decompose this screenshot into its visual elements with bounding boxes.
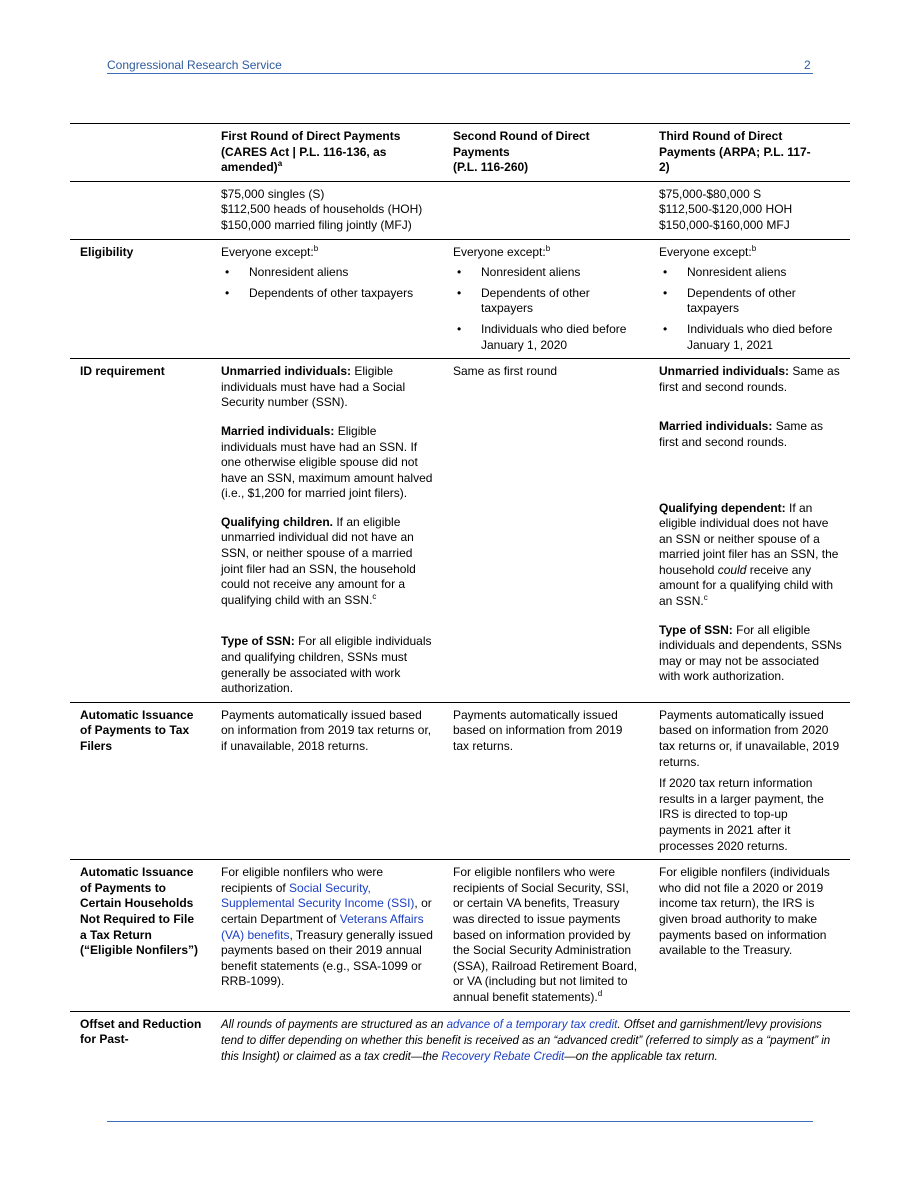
id-requirement-third-round: Unmarried individuals: Same as first and second rounds. Married individuals: Same as first and second rounds. Qualifying dependent: If an eligible individual does not have an SSN or neither spouse of a married joint filer has an SSN, the household could receive any amount for a qualifying child with an SSN.$^c$ Type of SSN: For all eligible individuals and dependents, SSNs may or may not be associated with work authorization. [649, 359, 850, 703]
offset-note: All rounds of payments are structured as an advance of a temporary tax credit. Offset and garnishment/levy provisions tend to differ depending on whether this benefit is received as an “advanced credit” (referred to simply as a “payment” in this Insight) or claimed as a tax credit—the Recovery Rebate Credit—on the applicable tax return. [221, 1018, 831, 1063]
threshold-third-round: $75,000-$80,000 S $112,500-$120,000 HOH $150,000-$160,000 MFJ [649, 181, 850, 239]
direct-payments-table [70, 123, 850, 1070]
auto-nonfilers-third-round: For eligible nonfilers (individuals who did not file a 2020 or 2019 income tax return), the IRS is given broad authority to make payments based on information available to the Treasury. [649, 860, 850, 1011]
link-advance-tax-credit[interactable]: advance of a temporary tax credit [446, 1018, 618, 1031]
auto-filers-first-round: Payments automatically issued based on information from 2019 tax returns or, if unavailable, 2018 returns. [211, 702, 443, 859]
col-header-second-round: Second Round of Direct Payments (P.L. 116-260) [443, 124, 649, 182]
empty-corner-cell [70, 124, 211, 182]
auto-filers-second-round: Payments automatically issued based on information from 2019 tax returns. [443, 702, 649, 859]
row-label-auto-nonfilers: Automatic Issuance of Payments to Certain Households Not Required to File a Tax Return (“Eligible Nonfilers”) [70, 860, 211, 1011]
row-label-id-requirement: ID requirement [70, 359, 211, 703]
page-number: 2 [804, 58, 811, 72]
auto-issuance-nonfilers-row [70, 860, 850, 1011]
auto-nonfilers-first-round: For eligible nonfilers who were recipients of Social Security, Supplemental Security Income (SSI), or certain Department of Veterans Affairs (VA) benefits, Treasury generally issued payments based on their 2019 annual benefit statements (e.g., SSA-1099 or RRB-1099). [211, 860, 443, 1011]
list-item: • Individuals who died before January 1, 2021 [659, 322, 842, 353]
list-item: • Individuals who died before January 1, 2020 [453, 322, 641, 353]
row-label-offset: Offset and Reduction for Past- [80, 1016, 202, 1047]
row-label-auto-filers: Automatic Issuance of Payments to Tax Filers [70, 702, 211, 859]
threshold-first-round: $75,000 singles (S) $112,500 heads of households (HOH) $150,000 married filing jointly (MFJ) [211, 181, 443, 239]
col-header-third-round: Third Round of Direct Payments (ARPA; P.L. 117- 2) [649, 124, 850, 182]
auto-issuance-filers-row [70, 702, 850, 859]
id-requirement-second-round: Same as first round [443, 359, 649, 703]
link-recovery-rebate-credit[interactable]: Recovery Rebate Credit [441, 1050, 565, 1063]
table-header-row [70, 124, 850, 182]
link-social-security-ssi[interactable]: Social Security, Supplemental Security Income (SSI) [221, 880, 415, 911]
auto-filers-third-round: Payments automatically issued based on information from 2020 tax returns or, if unavailable, 2019 returns. If 2020 tax return information results in a larger payment, the IRS is directed to top-up payments in 2021 after it processes 2020 returns. [649, 702, 850, 859]
eligibility-second-round: Everyone except:$^b$ • Nonresident aliens • Dependents of other taxpayers • Individuals who died before January 1, 2020 [443, 239, 649, 359]
link-va-benefits[interactable]: Veterans Affairs (VA) benefits [221, 911, 424, 942]
auto-nonfilers-second-round: For eligible nonfilers who were recipients of Social Security, SSI, or certain VA benefits, Treasury was directed to issue payments based on information provided by the Social Security Administration (SSA), Railroad Retirement Board, or VA (including but not limited to annual benefit statements).$^d$ [443, 860, 649, 1011]
list-item: • Dependents of other taxpayers [221, 286, 435, 302]
list-item: • Nonresident aliens [659, 265, 842, 281]
income-threshold-row [70, 181, 850, 239]
running-header-org: Congressional Research Service [107, 58, 282, 72]
list-item: • Dependents of other taxpayers [659, 286, 842, 317]
list-item: • Dependents of other taxpayers [453, 286, 641, 317]
footer-rule [107, 1121, 813, 1122]
col-header-first-round: First Round of Direct Payments (CARES Act | P.L. 116-136, as amended)$^a$ [211, 124, 443, 182]
header-rule [107, 73, 813, 74]
eligibility-first-round: Everyone except:$^b$ • Nonresident aliens • Dependents of other taxpayers [211, 239, 443, 359]
list-item: • Nonresident aliens [221, 265, 435, 281]
eligibility-row [70, 239, 850, 359]
row-label-eligibility: Eligibility [70, 239, 211, 359]
id-requirement-row [70, 359, 850, 703]
list-item: • Nonresident aliens [453, 265, 641, 281]
offset-row [70, 1011, 850, 1070]
eligibility-third-round: Everyone except:$^b$ • Nonresident aliens • Dependents of other taxpayers • Individuals who died before January 1, 2021 [649, 239, 850, 359]
id-requirement-first-round: Unmarried individuals: Eligible individuals must have had a Social Security number (SSN). Married individuals: Eligible individuals must have had an SSN. If one otherwise eligible spouse did not have an SSN, maximum amount halved (i.e., $1,200 for married joint filers). Qualifying children. If an eligible unmarried individual did not have an SSN, or neither spouse of a married joint filer had an SSN, the household could not receive any amount for a qualifying child with an SSN.$^c$ Type of SSN: For all eligible individuals and qualifying children, SSNs must generally be associated with work authorization. [211, 359, 443, 703]
